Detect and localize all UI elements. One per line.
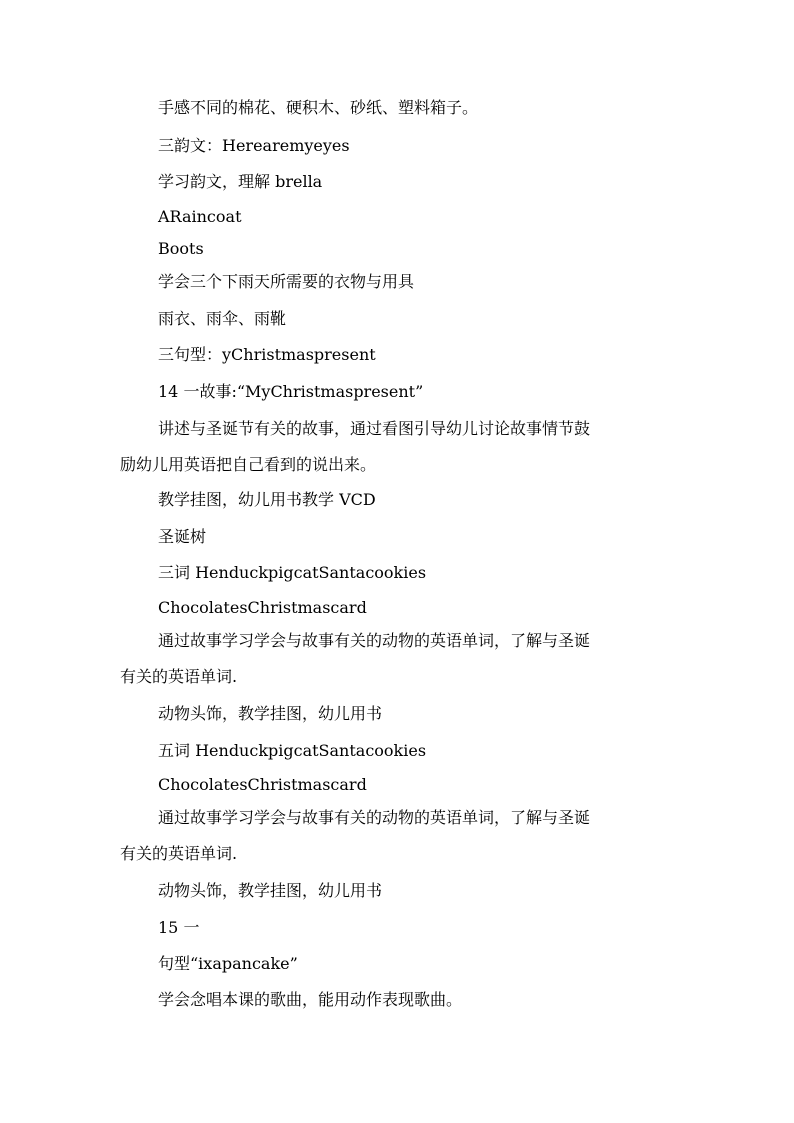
text-line-vocab-goal-4: 有关的英语单词. [120, 844, 238, 863]
text-line-christmas-tree: 圣诞树 [158, 527, 207, 546]
text-line-vocab-4: ChocolatesChristmascard [158, 775, 367, 794]
text-line-vocab-3: 五词 HenduckpigcatSantacookies [158, 741, 427, 760]
text-line-rhyme-goal: 学习韵文，理解 brella [158, 172, 323, 191]
text-line-materials: 手感不同的棉花、硬积木、砂纸、塑料箱子。 [158, 98, 479, 117]
text-line-vocab-1: 三词 HenduckpigcatSantacookies [158, 563, 427, 582]
text-line-boots: Boots [158, 239, 204, 258]
text-line-story-desc-1: 讲述与圣诞节有关的故事，通过看图引导幼儿讨论故事情节鼓 [158, 419, 591, 438]
text-line-rhyme-title: 三韵文：Herearemyeyes [158, 136, 350, 155]
text-line-rain-goal: 学会三个下雨天所需要的衣物与用具 [158, 272, 415, 291]
text-line-vocab-goal-3: 通过故事学习学会与故事有关的动物的英语单词，了解与圣诞 [158, 808, 591, 827]
text-line-lesson-15: 15 一 [158, 918, 200, 937]
text-line-pancake-pattern: 句型“ixapancake” [158, 954, 298, 973]
text-line-vocab-materials: 动物头饰，教学挂图，幼儿用书 [158, 704, 383, 723]
text-line-vocab-goal-1: 通过故事学习学会与故事有关的动物的英语单词，了解与圣诞 [158, 631, 591, 650]
text-line-sentence-pattern: 三句型：yChristmaspresent [158, 345, 376, 364]
text-line-song-goal: 学会念唱本课的歌曲，能用动作表现歌曲。 [158, 990, 463, 1009]
text-line-story-desc-2: 励幼儿用英语把自己看到的说出来。 [120, 455, 377, 474]
text-line-story-materials: 教学挂图，幼儿用书教学 VCD [158, 490, 376, 509]
text-line-story-title: 14 一故事:“MyChristmaspresent” [158, 382, 424, 401]
text-line-raincoat: ARaincoat [158, 207, 242, 226]
text-line-rain-items: 雨衣、雨伞、雨靴 [158, 309, 287, 328]
text-line-vocab-materials-2: 动物头饰，教学挂图，幼儿用书 [158, 881, 383, 900]
text-line-vocab-goal-2: 有关的英语单词. [120, 667, 238, 686]
text-line-vocab-2: ChocolatesChristmascard [158, 598, 367, 617]
